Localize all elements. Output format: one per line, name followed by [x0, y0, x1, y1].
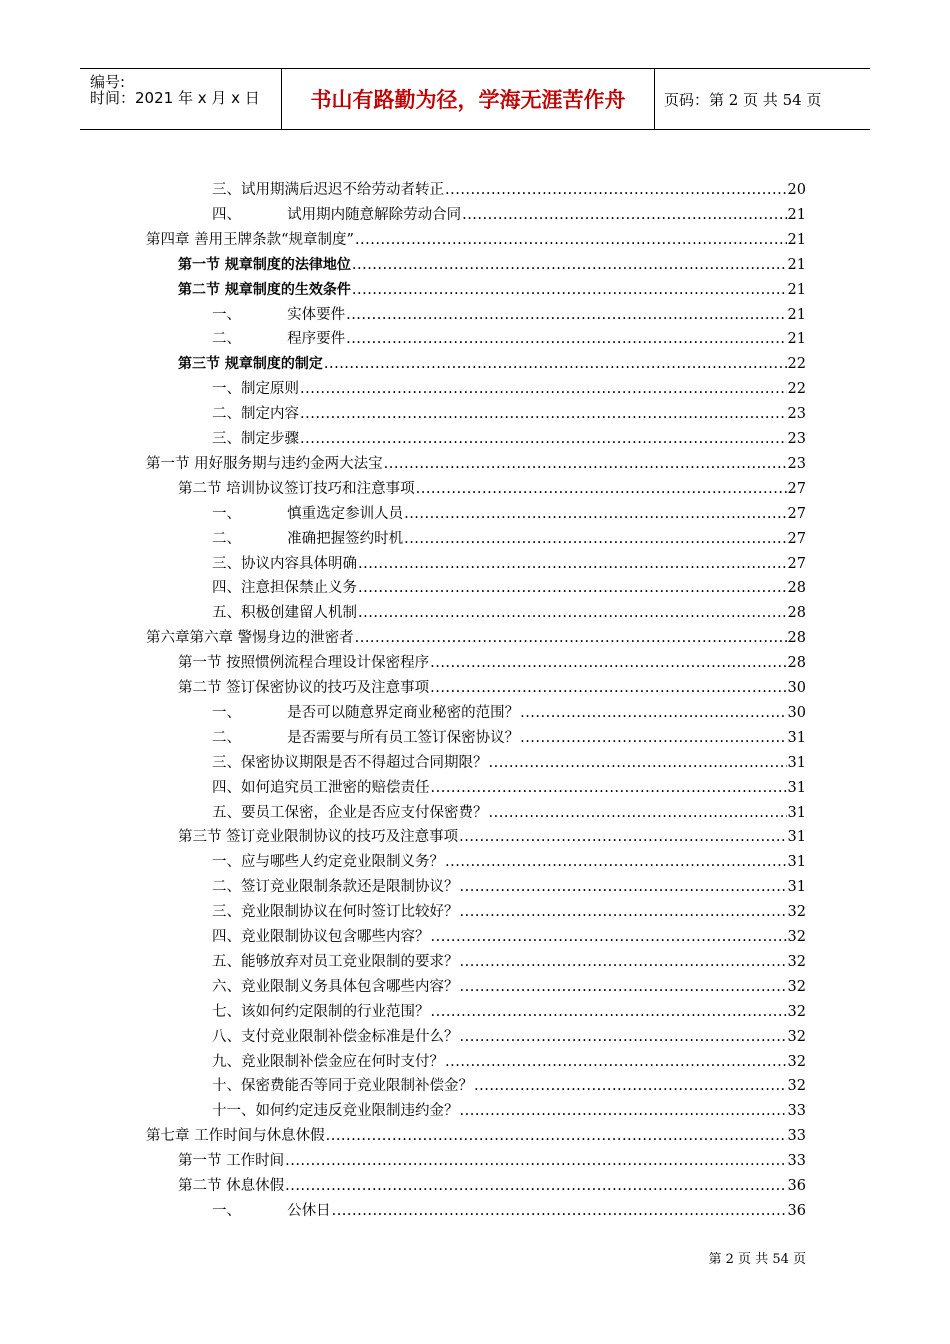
toc-entry[interactable]	[212, 374, 806, 398]
toc-entry-page: 28	[787, 580, 806, 597]
toc-entry[interactable]	[212, 1096, 806, 1120]
toc-leader-dots	[346, 330, 786, 348]
toc-entry[interactable]	[146, 623, 806, 647]
toc-entry-page: 32	[787, 1028, 806, 1045]
toc-entry-title: 三、试用期满后迟迟不给劳动者转正	[212, 182, 444, 198]
toc-leader-dots	[489, 804, 787, 822]
toc-leader-dots	[430, 679, 786, 697]
toc-entry-title: 二、 是否需要与所有员工签订保密协议？	[212, 729, 520, 746]
toc-entry[interactable]	[178, 822, 806, 846]
toc-leader-dots	[300, 430, 787, 448]
toc-entry[interactable]	[178, 474, 806, 498]
toc-entry-title: 一、 公休日	[212, 1202, 331, 1219]
toc-entry-page: 27	[787, 530, 806, 547]
toc-entry[interactable]	[212, 997, 806, 1021]
toc-leader-dots	[352, 256, 787, 274]
toc-entry[interactable]	[212, 947, 806, 971]
toc-entry-page: 28	[787, 630, 806, 647]
toc-entry-page: 32	[787, 1003, 806, 1020]
toc-leader-dots	[332, 1202, 787, 1220]
toc-entry-page: 33	[787, 1128, 806, 1145]
toc-entry-page: 20	[787, 182, 806, 198]
toc-entry-title: 七、该如何约定限制的行业范围？	[212, 1003, 430, 1020]
toc-entry[interactable]	[212, 1022, 806, 1046]
toc-leader-dots	[459, 828, 786, 846]
toc-entry-page: 30	[787, 680, 806, 696]
toc-entry[interactable]	[212, 598, 806, 622]
toc-entry[interactable]	[212, 1071, 806, 1095]
toc-entry-page: 31	[787, 804, 806, 821]
toc-leader-dots	[358, 555, 787, 573]
toc-entry-page: 31	[787, 779, 806, 796]
toc-leader-dots	[358, 604, 787, 622]
toc-entry[interactable]	[178, 1171, 806, 1195]
toc-entry-title: 十一、如何约定违反竞业限制违约金？	[212, 1103, 459, 1120]
toc-entry-page: 31	[787, 829, 806, 846]
toc-entry-page: 32	[787, 904, 806, 921]
toc-entry-title: 九、竞业限制补偿金应在何时支付？	[212, 1053, 444, 1070]
toc-entry-page: 21	[787, 306, 806, 323]
toc-leader-dots	[285, 1152, 786, 1170]
toc-entry-page: 31	[787, 754, 806, 771]
toc-entry-title: 二、签订竞业限制条款还是限制协议？	[212, 879, 459, 896]
toc-leader-dots	[326, 1127, 787, 1145]
toc-entry-title: 一、 是否可以随意界定商业秘密的范围？	[212, 704, 520, 721]
toc-entry-title: 三、协议内容具体明确	[212, 555, 357, 572]
toc-entry[interactable]	[212, 922, 806, 946]
toc-entry-title: 十、保密费能否等同于竞业限制补偿金？	[212, 1078, 473, 1095]
toc-entry-page: 23	[787, 406, 806, 423]
toc-entry-title: 第三节 签订竞业限制协议的技巧及注意事项	[178, 829, 459, 846]
toc-leader-dots	[445, 853, 787, 871]
toc-entry-title: 五、能够放弃对员工竞业限制的要求？	[212, 953, 459, 970]
toc-entry-title: 三、竞业限制协议在何时签订比较好？	[212, 904, 459, 921]
toc-entry[interactable]	[178, 250, 806, 274]
toc-entry[interactable]	[212, 748, 806, 772]
toc-leader-dots	[445, 181, 787, 199]
toc-entry-title: 三、保密协议期限是否不得超过合同期限？	[212, 754, 488, 771]
header-motto-cell	[281, 69, 655, 129]
toc-entry[interactable]	[212, 324, 806, 348]
toc-leader-dots	[352, 281, 787, 299]
toc-entry-title: 第二节 规章制度的生效条件	[178, 281, 351, 298]
toc-entry[interactable]	[178, 1146, 806, 1170]
toc-entry-title: 第二节 培训协议签订技巧和注意事项	[178, 480, 415, 497]
header-page-label: 页码：第 2 页 共 54 页	[664, 90, 822, 109]
toc-entry[interactable]	[178, 349, 806, 373]
toc-entry[interactable]	[212, 524, 806, 548]
toc-entry[interactable]	[212, 723, 806, 747]
toc-entry-title: 第一节 按照惯例流程合理设计保密程序	[178, 655, 430, 672]
toc-entry-page: 22	[787, 356, 806, 373]
toc-leader-dots	[285, 1177, 786, 1195]
toc-entry[interactable]	[212, 1047, 806, 1071]
toc-leader-dots	[460, 1102, 787, 1120]
toc-leader-dots	[384, 455, 787, 473]
toc-entry-page: 27	[787, 480, 806, 497]
toc-entry[interactable]	[212, 798, 806, 822]
toc-entry[interactable]	[146, 225, 806, 249]
toc-entry-title: 二、制定内容	[212, 406, 299, 423]
toc-entry[interactable]	[178, 648, 806, 672]
toc-leader-dots	[300, 405, 787, 423]
toc-leader-dots	[460, 953, 787, 971]
toc-entry-page: 28	[787, 605, 806, 622]
toc-leader-dots	[404, 505, 786, 523]
toc-entry-title: 一、制定原则	[212, 381, 299, 398]
toc-leader-dots	[462, 206, 786, 224]
toc-entry-title: 第二节 休息休假	[178, 1178, 285, 1194]
toc-entry-page: 31	[787, 879, 806, 896]
toc-leader-dots	[431, 928, 787, 946]
toc-entry[interactable]	[146, 449, 806, 473]
toc-entry-title: 一、 慎重选定参训人员	[212, 505, 404, 522]
time-label: 时间：2021 年 x 月 x 日	[90, 89, 260, 107]
toc-entry-title: 八、支付竞业限制补偿金标准是什么？	[212, 1028, 459, 1045]
toc-entry-title: 第七章 工作时间与休息休假	[146, 1128, 325, 1145]
toc-entry-page: 23	[787, 431, 806, 447]
toc-entry[interactable]	[212, 549, 806, 573]
toc-entry[interactable]	[178, 275, 806, 299]
number-label: 编号:	[90, 73, 126, 91]
toc-entry-page: 33	[787, 1103, 806, 1120]
toc-entry[interactable]	[212, 872, 806, 896]
toc-entry-title: 四、注意担保禁止义务	[212, 580, 357, 597]
toc-entry[interactable]	[212, 300, 806, 324]
toc-leader-dots	[460, 978, 787, 996]
toc-leader-dots	[460, 903, 787, 921]
toc-leader-dots	[431, 1003, 787, 1021]
toc-entry-page: 31	[787, 854, 806, 871]
toc-entry[interactable]	[212, 573, 806, 597]
toc-entry[interactable]	[212, 499, 806, 523]
toc-leader-dots	[324, 355, 787, 373]
toc-entry-page: 27	[787, 555, 806, 572]
toc-entry[interactable]	[212, 200, 806, 224]
toc-leader-dots	[355, 629, 787, 647]
toc-entry-page: 33	[787, 1153, 806, 1170]
footer-page-number: 第 2 页 共 54 页	[708, 1252, 806, 1267]
toc-leader-dots	[431, 779, 787, 797]
toc-entry[interactable]	[212, 399, 806, 423]
header-meta	[80, 69, 280, 129]
toc-entry[interactable]	[178, 673, 806, 697]
toc-entry-page: 21	[787, 206, 806, 223]
toc-entry-page: 31	[787, 729, 806, 746]
toc-entry-page: 21	[787, 231, 806, 248]
toc-entry-page: 32	[787, 929, 806, 945]
toc-entry[interactable]	[212, 773, 806, 797]
toc-entry[interactable]	[212, 1196, 806, 1220]
toc-entry-title: 三、制定步骤	[212, 431, 299, 447]
toc-entry[interactable]	[212, 972, 806, 996]
toc-entry-title: 第一节 用好服务期与违约金两大法宝	[146, 455, 383, 472]
toc-entry-page: 21	[787, 331, 806, 348]
toc-entry-title: 二、 准确把握签约时机	[212, 530, 404, 547]
toc-entry-title: 第二节 签订保密协议的技巧及注意事项	[178, 680, 430, 696]
toc-leader-dots	[416, 480, 787, 498]
toc-entry-title: 第六章第六章 警惕身边的泄密者	[146, 630, 354, 647]
toc-entry-page: 22	[787, 381, 806, 398]
toc-leader-dots	[445, 1053, 787, 1071]
toc-leader-dots	[489, 754, 787, 772]
toc-entry[interactable]	[212, 424, 806, 448]
toc-entry-page: 23	[787, 455, 806, 472]
toc-entry-title: 五、积极创建留人机制	[212, 605, 357, 622]
toc-leader-dots	[520, 729, 786, 747]
toc-entry[interactable]	[212, 847, 806, 871]
toc-entry-title: 二、 程序要件	[212, 331, 346, 348]
toc-entry-title: 五、要员工保密，企业是否应支付保密费？	[212, 804, 488, 821]
header-page-cell	[654, 69, 870, 129]
toc-entry-title: 一、应与哪些人约定竞业限制义务？	[212, 854, 444, 871]
toc-entry-page: 30	[787, 704, 806, 721]
toc-entry-page: 32	[787, 1078, 806, 1095]
toc-leader-dots	[474, 1077, 787, 1095]
toc-entry-page: 28	[787, 655, 806, 672]
toc-entry-title: 一、 实体要件	[212, 306, 346, 323]
toc-entry-title: 第一节 规章制度的法律地位	[178, 256, 351, 273]
toc-entry-page: 27	[787, 505, 806, 522]
toc-entry[interactable]	[212, 698, 806, 722]
toc-leader-dots	[430, 654, 786, 672]
toc-leader-dots	[355, 231, 787, 249]
toc-leader-dots	[404, 530, 786, 548]
toc-entry-title: 第一节 工作时间	[178, 1153, 285, 1170]
toc-entry-title: 六、竞业限制义务具体包含哪些内容？	[212, 978, 459, 995]
toc-leader-dots	[460, 878, 787, 896]
toc-entry-title: 四、竞业限制协议包含哪些内容？	[212, 929, 430, 945]
toc-entry-title: 第四章 善用王牌条款“规章制度”	[146, 231, 354, 248]
toc-entry-title: 第三节 规章制度的制定	[178, 356, 323, 373]
toc-entry[interactable]	[212, 897, 806, 921]
toc-leader-dots	[460, 1028, 787, 1046]
toc-entry-page: 21	[787, 281, 806, 298]
toc-leader-dots	[358, 579, 787, 597]
toc-entry-title: 四、如何追究员工泄密的赔偿责任	[212, 779, 430, 796]
toc-entry-page: 32	[787, 953, 806, 970]
toc-entry[interactable]	[146, 1121, 806, 1145]
toc-entry-page: 32	[787, 1053, 806, 1070]
toc-entry-page: 36	[787, 1178, 806, 1194]
toc-leader-dots	[520, 704, 786, 722]
toc-entry-page: 21	[787, 256, 806, 273]
toc-entry-page: 32	[787, 978, 806, 995]
toc-entry-title: 四、 试用期内随意解除劳动合同	[212, 206, 462, 223]
toc-leader-dots	[300, 380, 787, 398]
page-header	[80, 68, 870, 130]
toc-entry[interactable]	[212, 175, 806, 199]
toc-entry-page: 36	[787, 1202, 806, 1219]
motto: 书山有路勤为径，学海无涯苦作舟	[310, 88, 626, 112]
toc-leader-dots	[346, 306, 786, 324]
